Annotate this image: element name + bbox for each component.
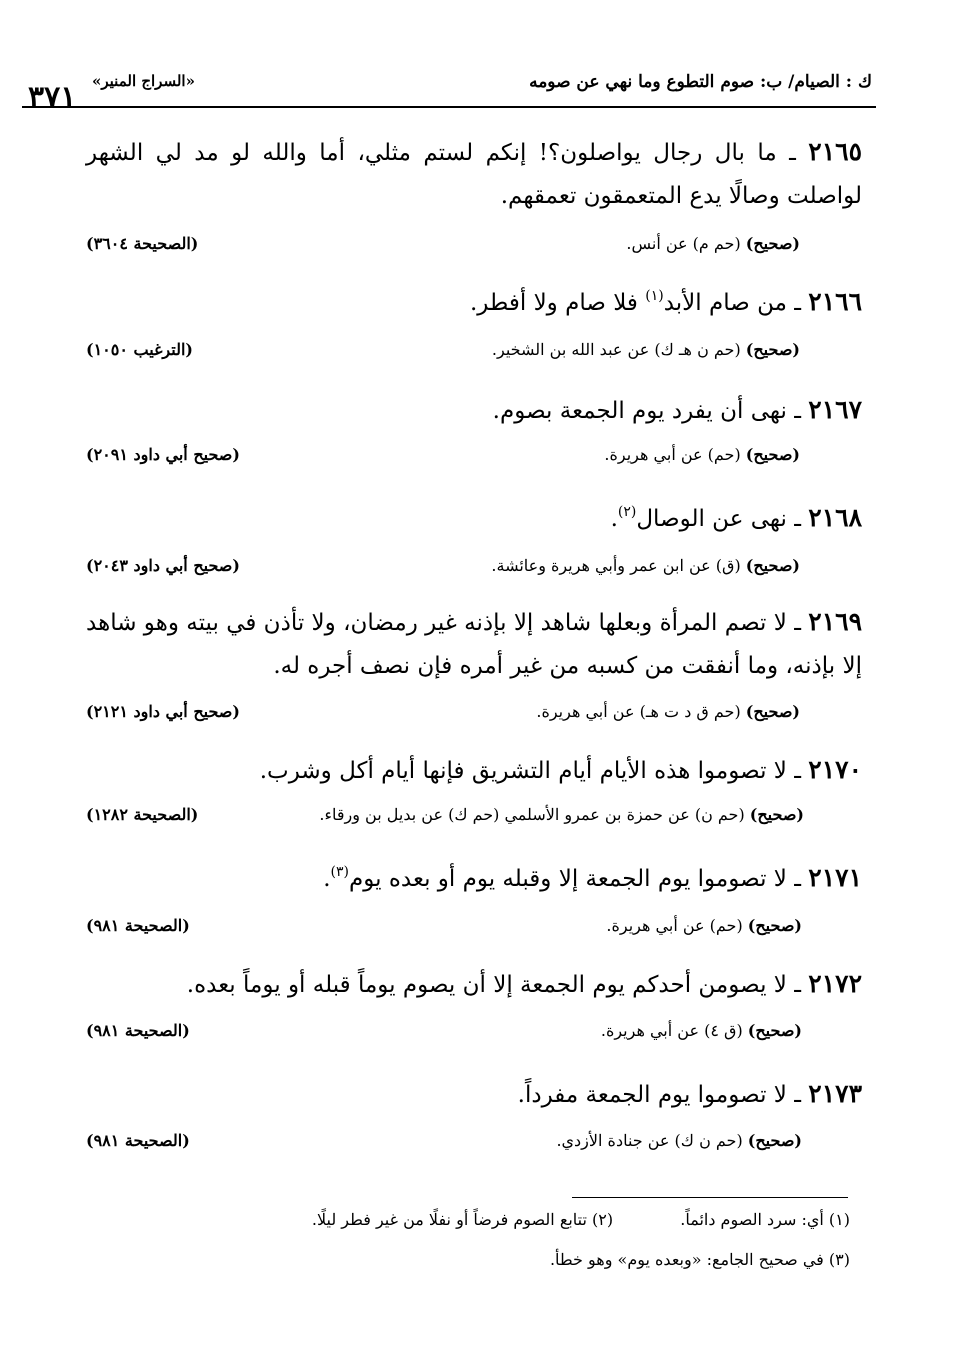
page-number: ٣٧١ — [28, 80, 77, 115]
hadith-source-row — [86, 234, 862, 264]
hadith-reference: (صحيح أبي داود ٢٠٤٣) — [86, 556, 240, 575]
footnote-item — [312, 1210, 613, 1229]
hadith-reference: (الصحيحة ٩٨١) — [86, 1021, 190, 1040]
hadith-source — [604, 445, 800, 464]
hadith-number: ٢١٦٥ — [808, 137, 862, 166]
hadith-text: ٢١٦٩ ـ لا تصم المرأة وبعلها شاهد إلا بإذنه غير رمضان، ولا تأذن في بيته وهو شاهد إلا بإذنه، وما أنفقت من كسبه من غير أمره فإن نصف أجره له. — [86, 607, 862, 679]
hadith-narrators: (حم ق د ت هـ) عن أبي هريرة. — [536, 702, 741, 721]
footnote-item — [680, 1210, 850, 1229]
hadith-narrators: (ق ٤) عن أبي هريرة. — [600, 1021, 743, 1040]
running-header-book-title: «السراج المنير» — [92, 72, 195, 90]
hadith-entry — [86, 856, 862, 946]
hadith-narrators: (حم م) عن أنس. — [626, 234, 741, 253]
hadith-body-continued: . — [610, 506, 618, 532]
hadith-grade: (صحيح) — [747, 1131, 802, 1150]
hadith-number: ٢١٧١ — [808, 863, 862, 892]
hadith-text: ٢١٧٣ ـ لا تصوموا يوم الجمعة مفرداً. — [517, 1079, 862, 1108]
footnote-marker: (٢) — [592, 1210, 614, 1229]
hadith-entry — [86, 748, 862, 835]
footnote-reference: (٢) — [617, 504, 637, 520]
hadith-entry — [86, 496, 862, 586]
hadith-source-row — [86, 805, 862, 835]
hadith-grade: (صحيح) — [749, 805, 804, 824]
hadith-source-row — [86, 1021, 862, 1051]
hadith-number: ٢١٦٦ — [808, 287, 862, 316]
hadith-body-continued: . — [323, 866, 331, 892]
hadith-body: لا تصوموا يوم الجمعة إلا وقبله يوم أو بعده يوم — [349, 866, 787, 892]
hadith-grade: (صحيح) — [745, 445, 800, 464]
hadith-reference: (الصحيحة ٩٨١) — [86, 1131, 190, 1150]
hadith-grade: (صحيح) — [745, 234, 800, 253]
hadith-number: ٢١٦٨ — [808, 503, 862, 532]
hadith-entry — [86, 280, 862, 370]
hadith-entry — [86, 388, 862, 475]
hadith-number: ٢١٧٢ — [808, 969, 862, 998]
footnote-reference: (١) — [645, 288, 664, 304]
hadith-body: نهى أن يفرد يوم الجمعة بصوم. — [492, 398, 787, 424]
hadith-narrators: (حم) عن أبي هريرة. — [604, 445, 741, 464]
hadith-source-row — [86, 445, 862, 475]
hadith-source-row — [86, 702, 862, 732]
hadith-text: ٢١٦٥ ـ ما بال رجال يواصلون؟! إنكم لستم مثلي، أما والله لو مد لي الشهر لواصلت وصالًا يدع المتعمقون تعمقهم. — [86, 137, 862, 209]
hadith-source — [492, 340, 800, 359]
hadith-narrators: (حم ن ك) عن جنادة الأزدي. — [556, 1131, 743, 1150]
footnote-text: في صحيح الجامع: «وبعده يوم» وهو خطأ. — [549, 1250, 824, 1269]
hadith-number: ٢١٧٣ — [808, 1079, 862, 1108]
hadith-body: نهى عن الوصال — [636, 506, 787, 532]
hadith-reference: (صحيح أبي داود ٢٠٩١) — [86, 445, 240, 464]
hadith-entry — [86, 962, 862, 1051]
hadith-source — [556, 1131, 802, 1150]
hadith-body: لا تصم المرأة وبعلها شاهد إلا بإذنه غير رمضان، ولا تأذن في بيته وهو شاهد إلا بإذنه، وما أنفقت من كسبه من غير أمره فإن نصف أجره له. — [86, 610, 862, 679]
header-rule — [22, 106, 876, 108]
hadith-grade: (صحيح) — [747, 916, 802, 935]
hadith-source-row — [86, 340, 862, 370]
hadith-source — [606, 916, 802, 935]
hadith-text: ٢١٦٦ ـ من صام الأبد$^{(١)}$ فلا صام ولا أفطر. — [470, 287, 862, 316]
hadith-source — [626, 234, 800, 253]
hadith-source — [536, 702, 800, 721]
running-header-section: ك : الصيام/ ب: صوم التطوع وما نهي عن صومه — [529, 72, 872, 92]
footnote-line — [550, 1250, 850, 1269]
hadith-grade: (صحيح) — [745, 702, 800, 721]
hadith-grade: (صحيح) — [745, 556, 800, 575]
hadith-body: لا تصوموا يوم الجمعة مفرداً. — [517, 1082, 787, 1108]
footnote-marker: (٣) — [828, 1250, 850, 1269]
footnote-separator — [572, 1197, 848, 1198]
hadith-narrators: (ق) عن ابن عمر وأبي هريرة وعائشة. — [491, 556, 741, 575]
hadith-text: ٢١٦٧ ـ نهى أن يفرد يوم الجمعة بصوم. — [492, 395, 862, 424]
hadith-text: ٢١٦٨ ـ نهى عن الوصال$^{(٢)}$. — [610, 503, 862, 532]
hadith-grade: (صحيح) — [747, 1021, 802, 1040]
hadith-text: ٢١٧١ ـ لا تصوموا يوم الجمعة إلا وقبله يوم أو بعده يوم$^{(٣)}$. — [323, 863, 862, 892]
footnote-marker: (١) — [828, 1210, 850, 1229]
hadith-text: ٢١٧٢ ـ لا يصومن أحدكم يوم الجمعة إلا أن يصوم يوماً قبله أو يوماً بعده. — [186, 969, 862, 998]
footnote-text: تتابع الصوم فرضاً أو نفلًا من غير فطر ليلًا. — [311, 1210, 587, 1229]
hadith-entry — [86, 1072, 862, 1161]
hadith-body: لا تصوموا هذه الأيام أيام التشريق فإنها أيام أكل وشرب. — [259, 758, 787, 784]
hadith-entry — [86, 600, 862, 732]
hadith-source-row — [86, 1131, 862, 1161]
hadith-number: ٢١٦٧ — [808, 395, 862, 424]
footnote-line — [312, 1210, 850, 1229]
hadith-number: ٢١٧٠ — [808, 755, 862, 784]
hadith-body: ما بال رجال يواصلون؟! إنكم لستم مثلي، أما والله لو مد لي الشهر لواصلت وصالًا يدع المتعمقون تعمقهم. — [86, 140, 862, 209]
hadith-entry — [86, 130, 862, 264]
hadith-body-continued: فلا صام ولا أفطر. — [470, 290, 646, 316]
hadith-source — [601, 1021, 802, 1040]
hadith-narrators: (حم ن) عن حمزة بن عمرو الأسلمي (حم ك) عن بديل بن ورقاء. — [319, 805, 745, 824]
hadith-grade: (صحيح) — [745, 340, 800, 359]
hadith-reference: (الترغيب ١٠٥٠) — [86, 340, 193, 359]
hadith-narrators: (حم) عن أبي هريرة. — [606, 916, 743, 935]
hadith-source-row — [86, 916, 862, 946]
hadith-source-row — [86, 556, 862, 586]
footnote-item — [550, 1250, 850, 1269]
footnote-text: أي: سرد الصوم دائماً. — [680, 1210, 824, 1229]
hadith-source — [491, 556, 800, 575]
hadith-narrators: (حم ن هـ ك) عن عبد الله بن الشخير. — [491, 340, 741, 359]
hadith-reference: (صحيح أبي داود ٢١٢١) — [86, 702, 240, 721]
hadith-text: ٢١٧٠ ـ لا تصوموا هذه الأيام أيام التشريق فإنها أيام أكل وشرب. — [259, 755, 862, 784]
hadith-body: لا يصومن أحدكم يوم الجمعة إلا أن يصوم يوماً قبله أو يوماً بعده. — [186, 972, 787, 998]
hadith-body: من صام الأبد — [663, 290, 787, 316]
hadith-reference: (الصحيحة ٩٨١) — [86, 916, 190, 935]
hadith-reference: (الصحيحة ١٢٨٢) — [86, 805, 199, 824]
hadith-source — [319, 805, 804, 824]
hadith-reference: (الصحيحة ٣٦٠٤) — [86, 234, 199, 253]
hadith-number: ٢١٦٩ — [808, 607, 862, 636]
footnote-reference: (٣) — [330, 864, 350, 880]
